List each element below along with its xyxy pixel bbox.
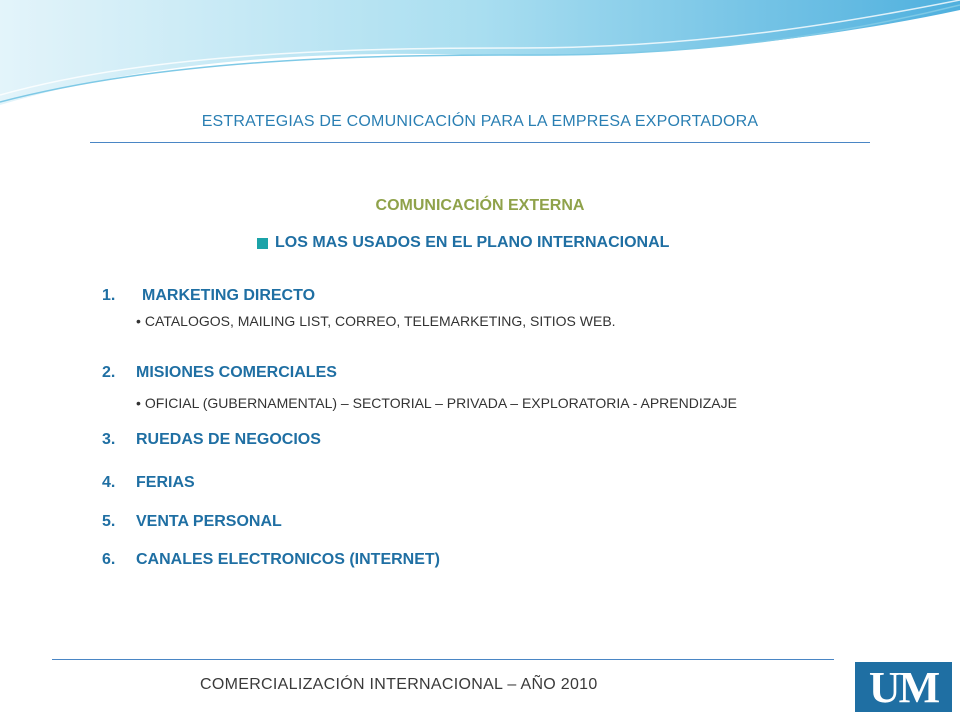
item-detail-text: CATALOGOS, MAILING LIST, CORREO, TELEMARKETING, SITIOS WEB. (144, 313, 616, 329)
item-label: MARKETING DIRECTO (142, 287, 316, 304)
page-title: ESTRATEGIAS DE COMUNICACIÓN PARA LA EMPRESA EXPORTADORA (201, 113, 759, 130)
header-divider (90, 142, 870, 143)
item-detail-text: OFICIAL (GUBERNAMENTAL) – SECTORIAL – PRIVADA – EXPLORATORIA - APRENDIZAJE (144, 395, 737, 411)
list-item-detail (136, 313, 616, 329)
bullet-icon: • (136, 313, 141, 329)
list-item (102, 431, 321, 449)
item-label: RUEDAS DE NEGOCIOS (136, 431, 321, 448)
item-label: CANALES ELECTRONICOS (INTERNET) (136, 551, 440, 568)
item-number: 5. (102, 513, 116, 530)
list-item (102, 474, 195, 492)
item-number: 2. (102, 364, 116, 381)
subheading-text: LOS MAS USADOS EN EL PLANO INTERNACIONAL (275, 234, 670, 251)
item-label: MISIONES COMERCIALES (136, 364, 337, 381)
header-wave-decoration (0, 0, 960, 120)
um-logo: UM (853, 660, 954, 714)
item-label: VENTA PERSONAL (136, 513, 282, 530)
item-number: 6. (102, 551, 116, 568)
item-number: 4. (102, 474, 116, 491)
list-item (102, 287, 315, 305)
section-title: COMUNICACIÓN EXTERNA (375, 197, 585, 214)
item-label: FERIAS (136, 474, 195, 491)
list-item (102, 551, 440, 569)
item-number: 3. (102, 431, 116, 448)
square-bullet-icon (257, 238, 268, 249)
item-number: 1. (102, 287, 116, 304)
footer-divider (52, 659, 834, 660)
list-item (102, 364, 337, 382)
bullet-icon: • (136, 395, 141, 411)
section-subheading (257, 234, 669, 252)
list-item-detail (136, 395, 737, 411)
list-item (102, 513, 282, 531)
footer-text: COMERCIALIZACIÓN INTERNACIONAL – AÑO 2010 (200, 676, 598, 693)
